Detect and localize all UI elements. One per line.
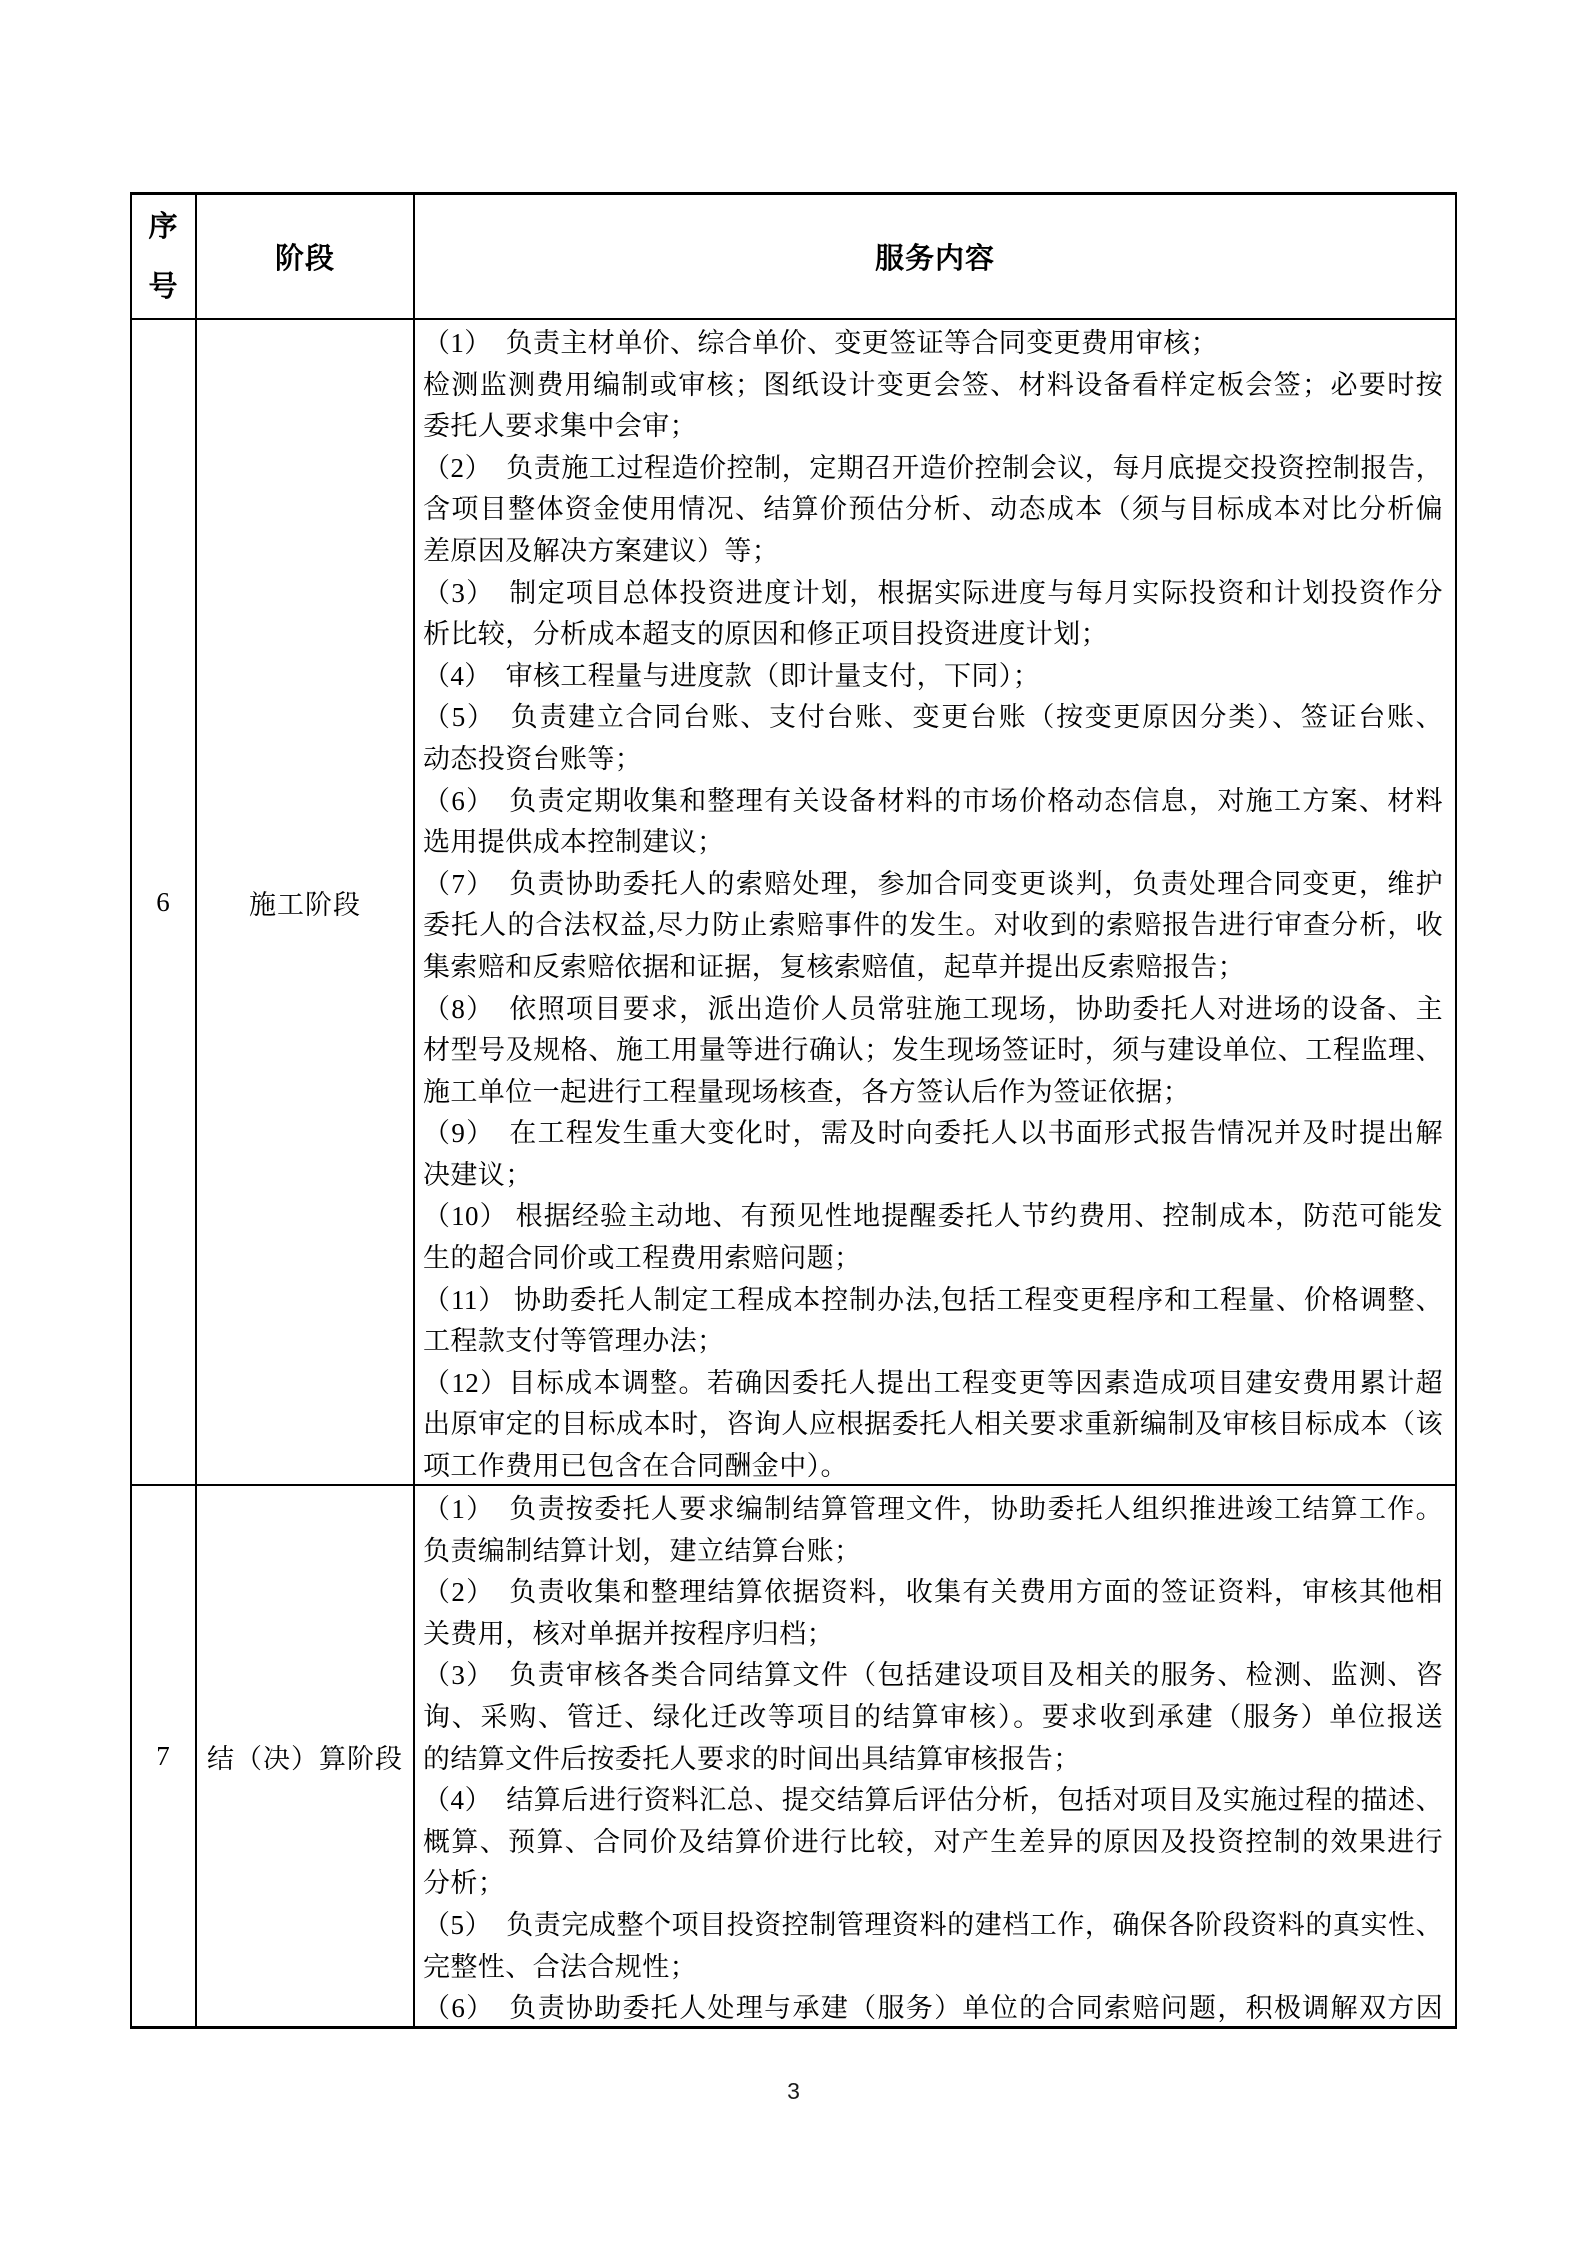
row-number-cell: 7 <box>132 1486 197 2026</box>
service-header-label: 服务内容 <box>874 243 995 275</box>
content-line: 概算、预算、合同价及结算价进行比较，对产生差异的原因及投资控制的效果进行 <box>423 1826 1443 1857</box>
content-line: 集索赔和反索赔依据和证据，复核索赔值，起草并提出反索赔报告； <box>423 951 1245 982</box>
content-line: 施工单位一起进行工程量现场核查，各方签认后作为签证依据； <box>423 1076 1191 1107</box>
content-line: 的结算文件后按委托人要求的时间出具结算审核报告； <box>423 1743 1081 1774</box>
content-line: （9） 在工程发生重大变化时，需及时向委托人以书面形式报告情况并及时提出解 <box>423 1118 1443 1149</box>
content-line: 生的超合同价或工程费用索赔问题； <box>423 1243 862 1274</box>
content-line: （1） 负责主材单价、综合单价、变更签证等合同变更费用审核； <box>423 328 1218 358</box>
row-number-cell: 6 <box>132 320 197 1486</box>
stage-cell: 施工阶段 <box>197 320 415 1486</box>
content-line: （2） 负责收集和整理结算依据资料，收集有关费用方面的签证资料，审核其他相 <box>423 1577 1443 1608</box>
content-line: 工程款支付等管理办法； <box>423 1326 725 1357</box>
content-line: （4） 结算后进行资料汇总、提交结算后评估分析，包括对项目及实施过程的描述、 <box>423 1785 1443 1816</box>
content-line: 选用提供成本控制建议； <box>423 827 725 858</box>
content-line: 完整性、合法合规性； <box>423 1951 697 1982</box>
stage-header-cell <box>197 195 415 320</box>
sequence-header-cell <box>132 195 197 320</box>
content-line: 差原因及解决方案建议）等； <box>423 535 780 566</box>
content-line: 负责编制结算计划，建立结算台账； <box>423 1535 862 1566</box>
content-line: （5） 负责完成整个项目投资控制管理资料的建档工作，确保各阶段资料的真实性、 <box>423 1909 1443 1940</box>
content-line: 动态投资台账等； <box>423 743 643 774</box>
content-line: 检测监测费用编制或审核；图纸设计变更会签、材料设备看样定板会签；必要时按 <box>423 369 1443 400</box>
content-line: 关费用，核对单据并按程序归档； <box>423 1618 834 1649</box>
content-line: （4） 审核工程量与进度款（即计量支付，下同）； <box>423 660 1041 691</box>
content-line: （5） 负责建立合同台账、支付台账、变更台账（按变更原因分类）、签证台账、 <box>423 702 1443 733</box>
content-line: （2） 负责施工过程造价控制，定期召开造价控制会议，每月底提交投资控制报告， <box>423 452 1443 483</box>
content-line: 询、采购、管迁、绿化迁改等项目的结算审核）。要求收到承建（服务）单位报送 <box>423 1701 1443 1732</box>
content-line: 出原审定的目标成本时，咨询人应根据委托人相关要求重新编制及审核目标成本（该 <box>423 1409 1443 1440</box>
sequence-header-label-bottom: 号 <box>148 270 179 303</box>
content-line: （10） 根据经验主动地、有预见性地提醒委托人节约费用、控制成本，防范可能发 <box>423 1201 1443 1232</box>
content-line: （12）目标成本调整。若确因委托人提出工程变更等因素造成项目建安费用累计超 <box>423 1367 1443 1398</box>
page-number: 3 <box>787 2078 800 2104</box>
content-line: 委托人要求集中会审； <box>423 411 697 442</box>
content-line: 析比较，分析成本超支的原因和修正项目投资进度计划； <box>423 619 1108 650</box>
service-content-cell <box>415 320 1455 1486</box>
content-line: （6） 负责协助委托人处理与承建（服务）单位的合同索赔问题，积极调解双方因 <box>423 1993 1443 2024</box>
content-line: （11） 协助委托人制定工程成本控制办法,包括工程变更程序和工程量、价格调整、 <box>423 1284 1443 1315</box>
content-line: （3） 负责审核各类合同结算文件（包括建设项目及相关的服务、检测、监测、咨 <box>423 1660 1443 1691</box>
content-line: （1） 负责按委托人要求编制结算管理文件，协助委托人组织推进竣工结算工作。 <box>423 1494 1443 1524</box>
content-line: 含项目整体资金使用情况、结算价预估分析、动态成本（须与目标成本对比分析偏 <box>423 494 1443 525</box>
content-line: （6） 负责定期收集和整理有关设备材料的市场价格动态信息，对施工方案、材料 <box>423 785 1443 816</box>
content-line: 材型号及规格、施工用量等进行确认；发生现场签证时，须与建设单位、工程监理、 <box>423 1035 1443 1066</box>
content-line: （7） 负责协助委托人的索赔处理，参加合同变更谈判，负责处理合同变更，维护 <box>423 868 1443 899</box>
content-line: 决建议； <box>423 1159 533 1190</box>
sequence-header-label-top: 序 <box>148 210 179 243</box>
content-line: （8） 依照项目要求，派出造价人员常驻施工现场，协助委托人对进场的设备、主 <box>423 993 1443 1024</box>
service-content-cell <box>415 1486 1455 2026</box>
content-line: （3） 制定项目总体投资进度计划，根据实际进度与每月实际投资和计划投资作分 <box>423 577 1443 608</box>
stage-cell: 结（决）算阶段 <box>197 1486 415 2026</box>
content-line: 委托人的合法权益,尽力防止索赔事件的发生。对收到的索赔报告进行审查分析，收 <box>423 910 1443 941</box>
service-header-cell <box>415 195 1455 320</box>
content-line: 分析； <box>423 1868 506 1899</box>
stage-header-label: 阶段 <box>274 243 335 275</box>
service-table <box>130 192 1457 2029</box>
content-line: 项工作费用已包含在合同酬金中）。 <box>423 1451 848 1482</box>
